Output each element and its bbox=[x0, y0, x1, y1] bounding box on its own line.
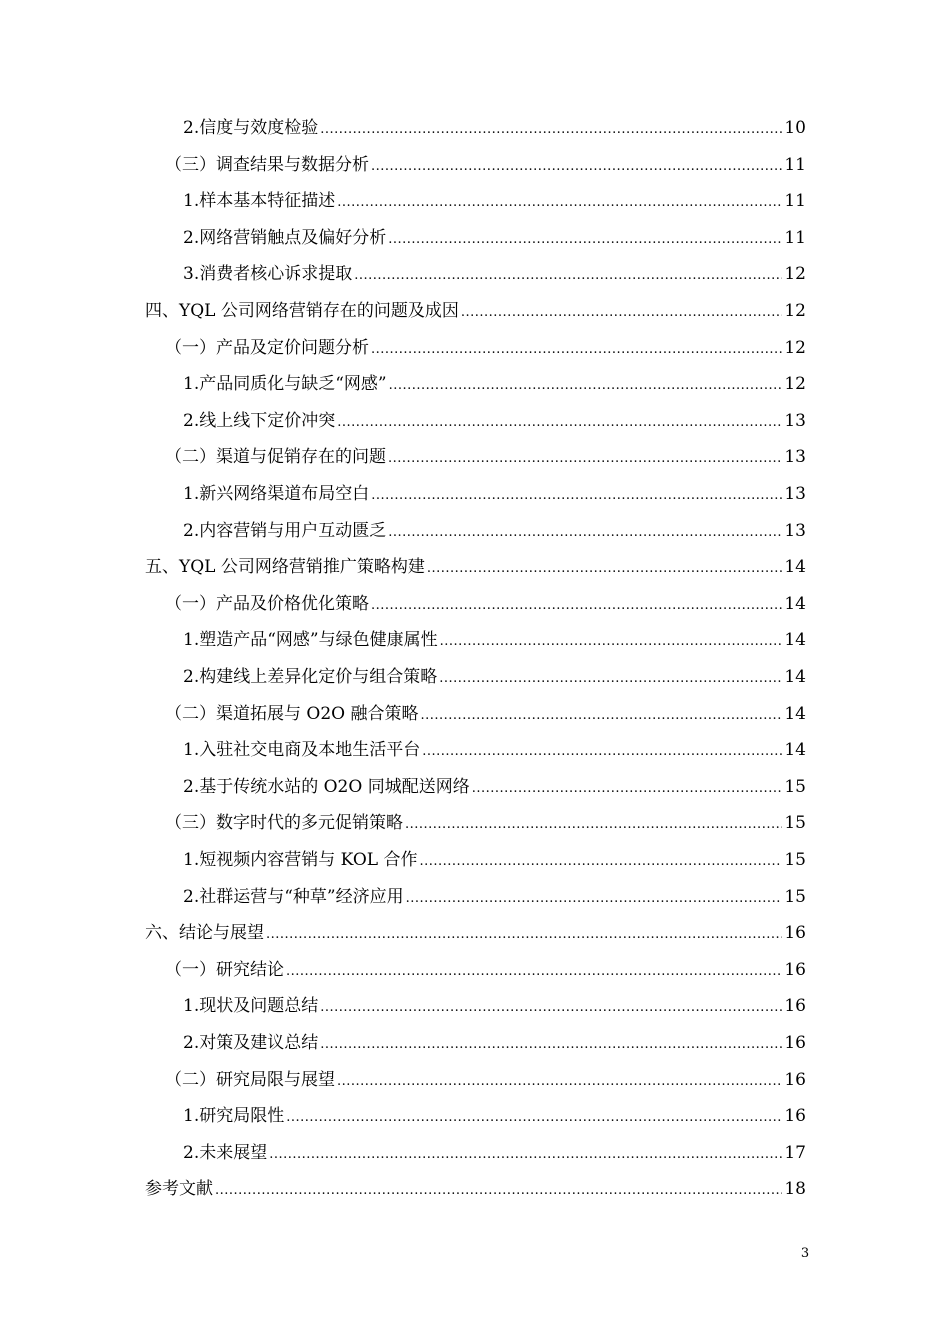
toc-leader-dots bbox=[371, 588, 782, 624]
toc-entry-page: 10 bbox=[784, 118, 806, 138]
toc-entry[interactable] bbox=[165, 1062, 806, 1098]
toc-leader-dots bbox=[269, 1137, 782, 1173]
toc-entry-page: 16 bbox=[784, 996, 806, 1017]
toc-entry-title: 1.研究局限性 bbox=[183, 1106, 285, 1127]
toc-entry[interactable] bbox=[183, 622, 806, 658]
toc-entry[interactable] bbox=[165, 586, 806, 622]
toc-entry-title: 参考文献 bbox=[145, 1179, 213, 1200]
toc-leader-dots bbox=[371, 149, 782, 185]
toc-leader-dots bbox=[337, 1064, 782, 1100]
toc-entry-title: 2.未来展望 bbox=[183, 1142, 268, 1163]
toc-entry-page: 15 bbox=[784, 813, 806, 834]
toc-leader-dots bbox=[286, 954, 782, 990]
toc-entry[interactable] bbox=[145, 549, 806, 585]
toc-entry-page: 13 bbox=[784, 447, 806, 468]
toc-entry-title: （三）数字时代的多元促销策略 bbox=[165, 813, 403, 834]
toc-entry-title: （二）研究局限与展望 bbox=[165, 1069, 335, 1090]
toc-entry[interactable] bbox=[183, 220, 806, 256]
toc-leader-dots bbox=[421, 698, 783, 734]
toc-entry-page: 14 bbox=[784, 703, 806, 724]
toc-entry-page: 16 bbox=[784, 923, 806, 944]
toc-entry[interactable] bbox=[183, 513, 806, 549]
toc-entry-page: 16 bbox=[784, 959, 806, 980]
toc-leader-dots bbox=[406, 881, 783, 917]
toc-entry[interactable] bbox=[183, 256, 806, 292]
toc-leader-dots bbox=[420, 844, 783, 880]
page-number: 3 bbox=[800, 1246, 810, 1261]
toc-entry-page: 11 bbox=[784, 154, 806, 175]
toc-entry-title: （一）产品及定价问题分析 bbox=[165, 337, 369, 358]
toc-entry[interactable] bbox=[183, 769, 806, 805]
toc-entry-page: 14 bbox=[784, 593, 806, 614]
toc-entry-page: 12 bbox=[784, 337, 806, 358]
toc-leader-dots bbox=[405, 807, 782, 843]
toc-leader-dots bbox=[320, 1027, 782, 1063]
toc-entry[interactable] bbox=[183, 366, 806, 402]
toc-entry[interactable] bbox=[145, 293, 806, 329]
toc-leader-dots bbox=[440, 624, 783, 660]
toc-entry-page: 14 bbox=[784, 630, 806, 651]
toc-entry-title: 四、YQL 公司网络营销存在的问题及成因 bbox=[145, 301, 459, 321]
toc-entry-page: 16 bbox=[784, 1069, 806, 1090]
toc-entry[interactable] bbox=[183, 403, 806, 439]
toc-entry[interactable] bbox=[183, 988, 806, 1024]
toc-leader-dots bbox=[388, 441, 782, 477]
toc-leader-dots bbox=[389, 368, 783, 404]
toc-entry-page: 11 bbox=[784, 191, 806, 212]
toc-entry-title: （一）产品及价格优化策略 bbox=[165, 593, 369, 614]
toc-entry[interactable] bbox=[165, 696, 806, 732]
toc-entry[interactable] bbox=[183, 1135, 806, 1171]
toc-entry-title: 2.社群运营与“种草”经济应用 bbox=[183, 886, 404, 907]
toc-entry[interactable] bbox=[183, 732, 806, 768]
toc-leader-dots bbox=[472, 771, 783, 807]
toc-leader-dots bbox=[215, 1173, 782, 1209]
toc-leader-dots bbox=[427, 551, 783, 587]
toc-entry-page: 13 bbox=[784, 410, 806, 431]
toc-entry-title: 1.现状及问题总结 bbox=[183, 996, 319, 1017]
toc-entry[interactable] bbox=[145, 1171, 806, 1207]
toc-entry[interactable] bbox=[183, 1098, 806, 1134]
toc-leader-dots bbox=[320, 990, 782, 1026]
toc-entry-title: 1.样本基本特征描述 bbox=[183, 191, 336, 212]
toc-entry-page: 17 bbox=[784, 1142, 806, 1163]
toc-entry-title: 2.网络营销触点及偏好分析 bbox=[183, 227, 387, 248]
toc-leader-dots bbox=[337, 185, 782, 221]
toc-entry-page: 15 bbox=[784, 886, 806, 907]
toc-entry[interactable] bbox=[165, 439, 806, 475]
toc-leader-dots bbox=[388, 515, 782, 551]
toc-leader-dots bbox=[422, 734, 782, 770]
toc-leader-dots bbox=[461, 295, 783, 331]
toc-entry-page: 18 bbox=[784, 1179, 806, 1200]
toc-entry-page: 15 bbox=[784, 850, 806, 870]
toc-entry[interactable] bbox=[165, 952, 806, 988]
toc-entry-title: 1.塑造产品“网感”与绿色健康属性 bbox=[183, 630, 438, 651]
toc-entry-title: （一）研究结论 bbox=[165, 959, 284, 980]
toc-entry[interactable] bbox=[183, 183, 806, 219]
toc-entry-title: 五、YQL 公司网络营销推广策略构建 bbox=[145, 557, 425, 578]
toc-entry-page: 13 bbox=[784, 520, 806, 541]
toc-entry-title: 3.消费者核心诉求提取 bbox=[183, 264, 353, 285]
toc-entry-title: 2.线上线下定价冲突 bbox=[183, 410, 336, 431]
toc-entry-page: 12 bbox=[784, 264, 806, 285]
toc-entry-title: 2.对策及建议总结 bbox=[183, 1033, 319, 1053]
toc-entry-page: 13 bbox=[784, 484, 806, 504]
toc-leader-dots bbox=[266, 917, 782, 953]
toc-entry[interactable] bbox=[183, 476, 806, 512]
toc-entry-page: 16 bbox=[784, 1033, 806, 1053]
toc-entry[interactable] bbox=[183, 659, 806, 695]
toc-leader-dots bbox=[388, 222, 782, 258]
toc-entry-page: 15 bbox=[784, 776, 806, 797]
toc-leader-dots bbox=[286, 1100, 782, 1136]
toc-entry[interactable] bbox=[183, 110, 806, 146]
toc-entry[interactable] bbox=[165, 147, 806, 183]
toc-entry-title: 六、结论与展望 bbox=[145, 923, 264, 944]
toc-entry-title: 2.内容营销与用户互动匮乏 bbox=[183, 520, 387, 541]
toc-entry-page: 11 bbox=[784, 227, 806, 248]
toc-entry[interactable] bbox=[165, 330, 806, 366]
toc-leader-dots bbox=[371, 478, 782, 514]
toc-entry-page: 16 bbox=[784, 1106, 806, 1127]
toc-entry-page: 14 bbox=[784, 667, 806, 687]
toc-entry-page: 12 bbox=[784, 374, 806, 395]
toc-leader-dots bbox=[354, 258, 782, 294]
toc-entry-page: 14 bbox=[784, 557, 806, 578]
toc-entry-title: （三）调查结果与数据分析 bbox=[165, 154, 369, 175]
toc-leader-dots bbox=[337, 405, 782, 441]
toc-entry-title: 1.短视频内容营销与 KOL 合作 bbox=[183, 850, 418, 870]
toc-entry-title: （二）渠道拓展与 O2O 融合策略 bbox=[165, 703, 419, 724]
toc-leader-dots bbox=[371, 332, 782, 368]
toc-entry[interactable] bbox=[183, 879, 806, 915]
toc-entry-title: 2.构建线上差异化定价与组合策略 bbox=[183, 667, 438, 687]
toc-entry-title: 1.入驻社交电商及本地生活平台 bbox=[183, 740, 421, 761]
toc-entry[interactable] bbox=[145, 915, 806, 951]
toc-entry-page: 14 bbox=[784, 740, 806, 761]
toc-entry[interactable] bbox=[183, 1025, 806, 1061]
toc-entry[interactable] bbox=[183, 842, 806, 878]
toc-entry-title: 1.新兴网络渠道布局空白 bbox=[183, 484, 370, 504]
toc-entry-title: 2.信度与效度检验 bbox=[183, 118, 319, 138]
toc-entry-title: （二）渠道与促销存在的问题 bbox=[165, 447, 386, 468]
toc-entry-page: 12 bbox=[784, 301, 806, 321]
toc-leader-dots bbox=[439, 661, 782, 697]
toc-entry-title: 1.产品同质化与缺乏“网感” bbox=[183, 374, 387, 395]
toc-leader-dots bbox=[320, 112, 782, 148]
toc-entry-title: 2.基于传统水站的 O2O 同城配送网络 bbox=[183, 776, 470, 797]
toc-entry[interactable] bbox=[165, 805, 806, 841]
